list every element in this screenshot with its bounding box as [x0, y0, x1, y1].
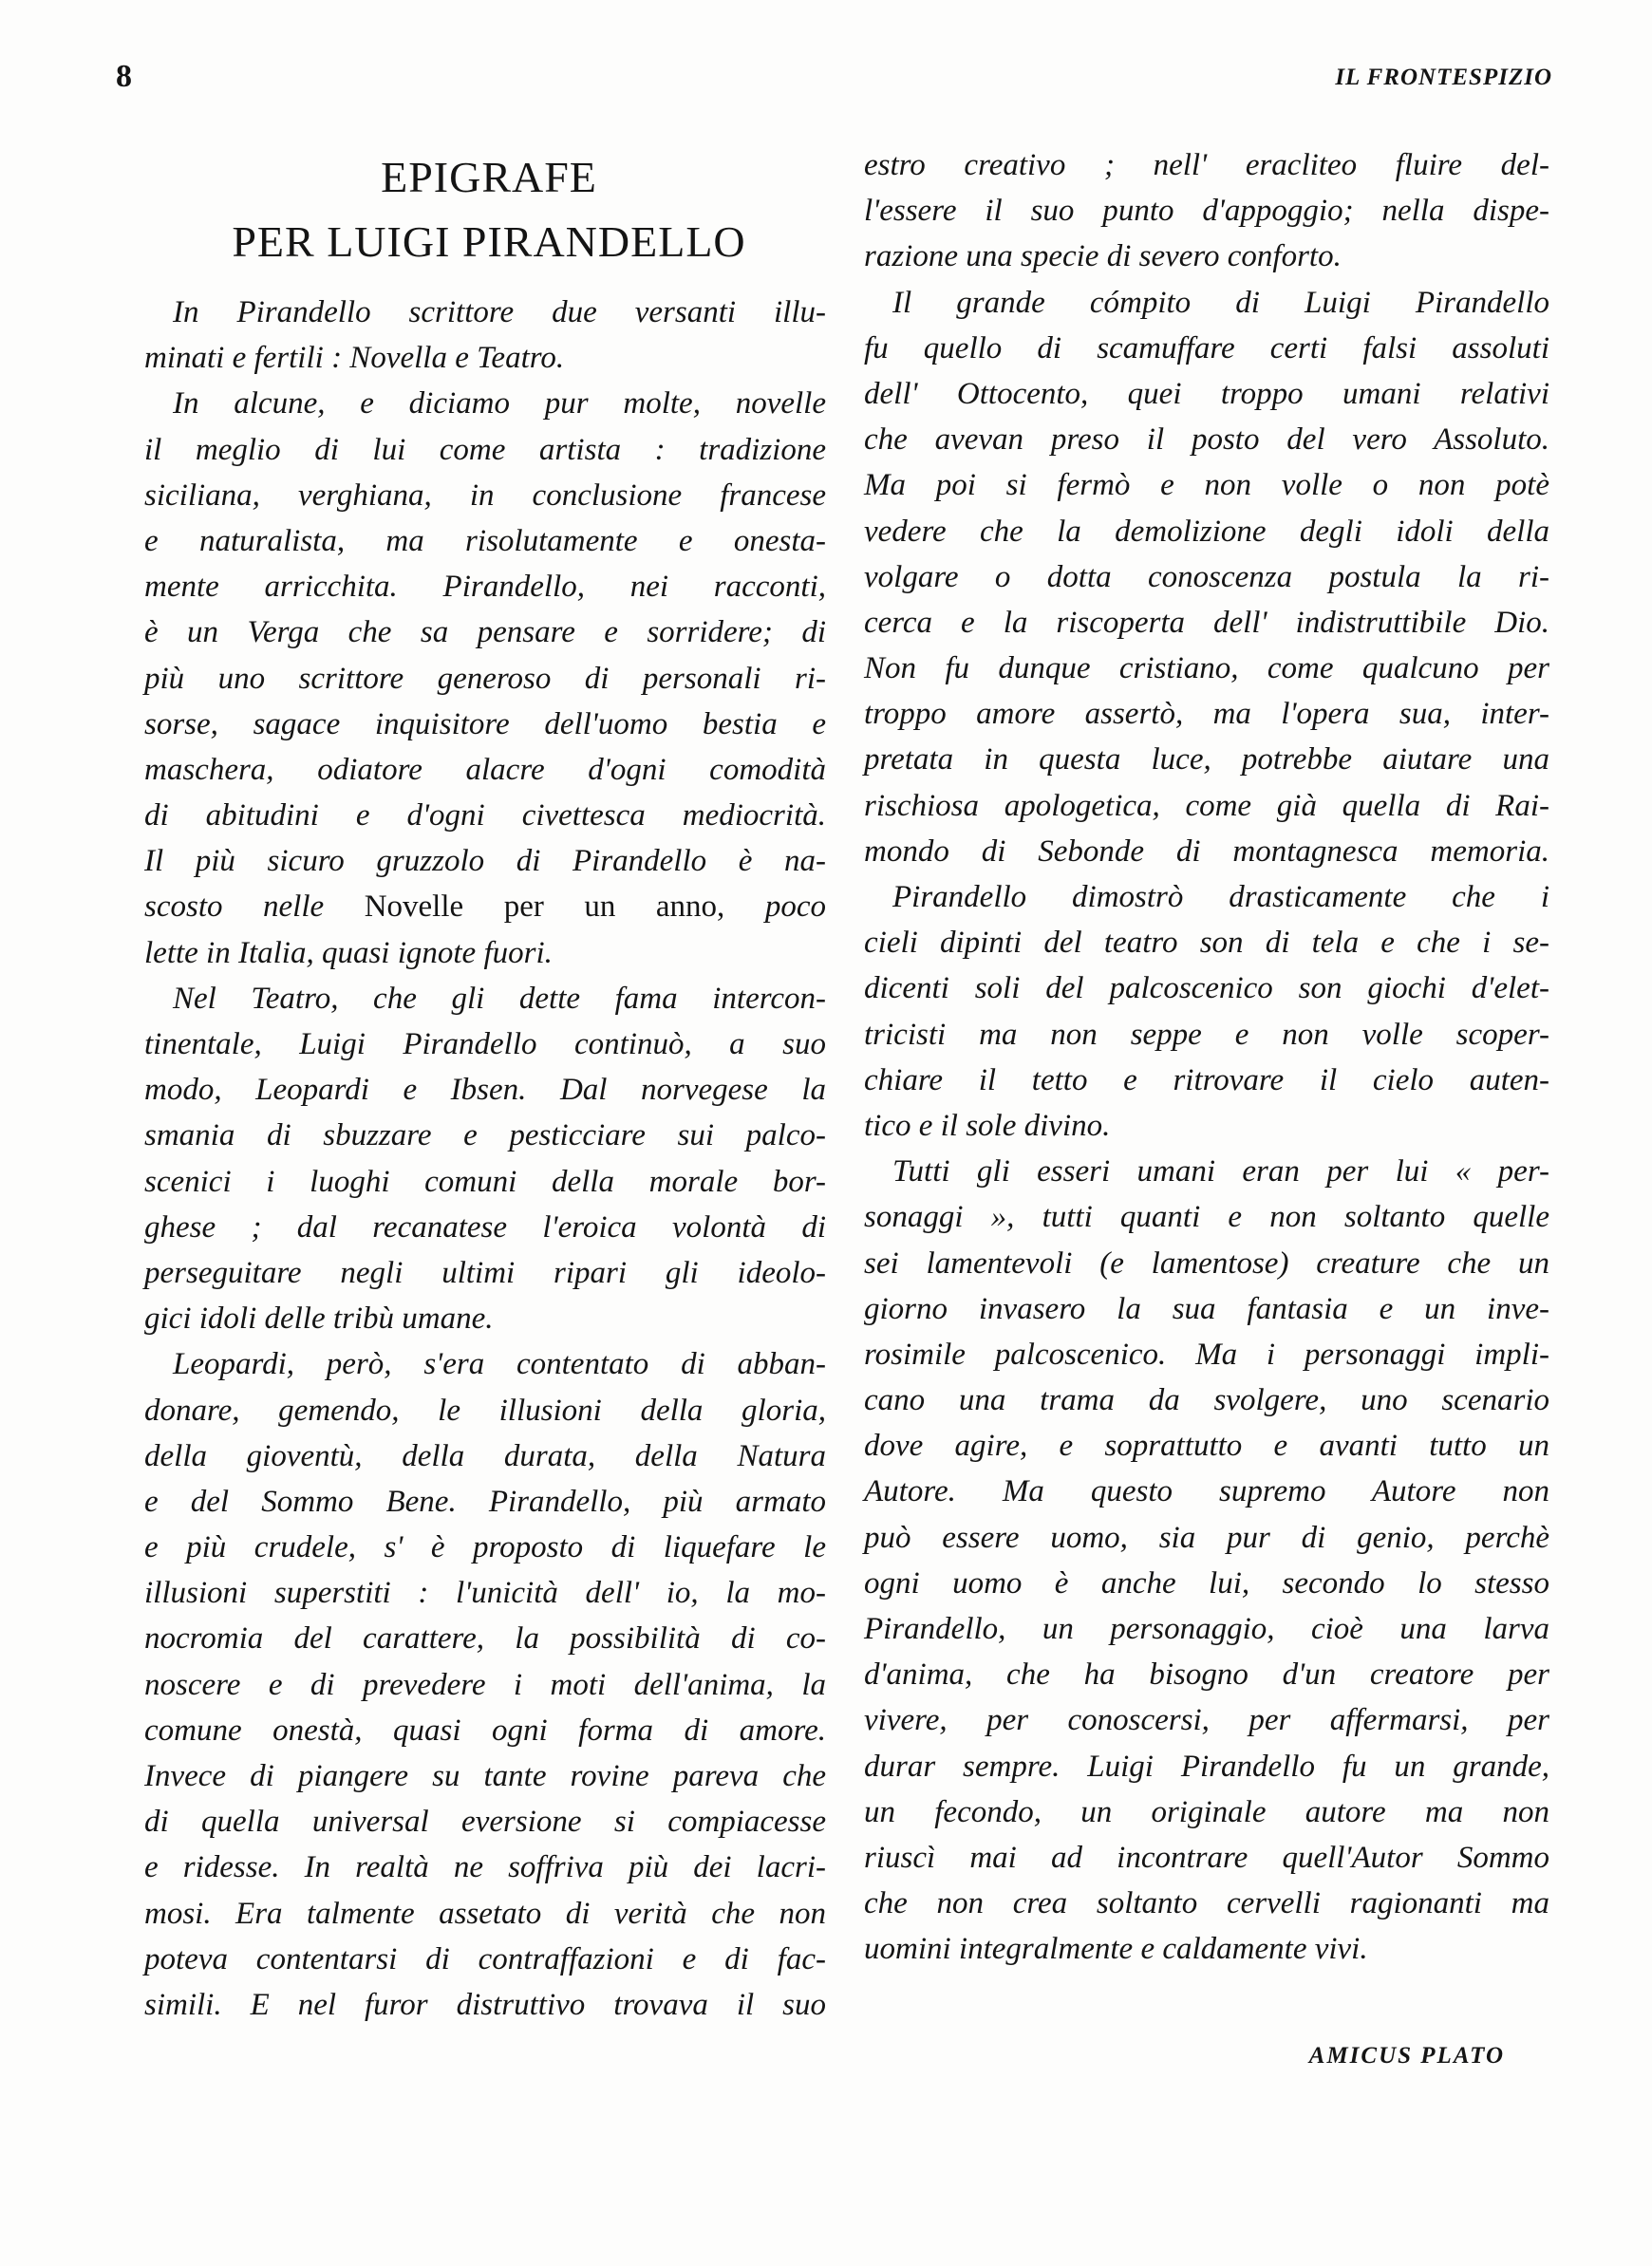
article-title-line-2: PER LUIGI PIRANDELLO — [232, 217, 746, 266]
running-head: IL FRONTESPIZIO — [1335, 65, 1552, 90]
text-line: razione una specie di severo conforto. — [864, 239, 1342, 274]
text-line: Il grande cómpito di Luigi Pirandello — [892, 285, 1549, 320]
text-line: mente arricchita. Pirandello, nei racconti, — [144, 570, 826, 605]
text-line: estro creativo ; nell' eracliteo fluire del- — [864, 148, 1549, 182]
text-line: che non crea soltanto cervelli ragionanti ma — [864, 1886, 1549, 1921]
text-line: simili. E nel furor distruttivo trovava il suo — [144, 1987, 826, 2022]
text-line: siciliana, verghiana, in conclusione francese — [144, 478, 826, 513]
text-line: cano una trama da svolgere, uno scenario — [864, 1383, 1549, 1418]
text-line: illusioni superstiti : l'unicità dell' io, la mo- — [144, 1576, 826, 1611]
text-line: smania di sbuzzare e pesticciare sui palco- — [144, 1118, 826, 1153]
text-line: riuscì mai ad incontrare quell'Autor Sommo — [864, 1840, 1549, 1875]
text-line: Leopardi, però, s'era contentato di abban- — [173, 1347, 826, 1382]
text-line: tricisti ma non seppe e non volle scoper- — [864, 1017, 1549, 1052]
text-line: Invece di piangere su tante rovine pareva che — [144, 1759, 826, 1793]
text-line: In alcune, e diciamo pur molte, novelle — [173, 386, 826, 421]
text-line: sonaggi », tutti quanti e non soltanto quelle — [864, 1200, 1549, 1235]
text-line: poteva contentarsi di contraffazioni e di fac- — [144, 1941, 826, 1976]
text-line: ogni uomo è anche lui, secondo lo stesso — [864, 1565, 1549, 1601]
text-line: rischiosa apologetica, come già quella di Rai- — [864, 788, 1549, 823]
text-line: dicenti soli del palcoscenico son giochi d'elet- — [864, 971, 1549, 1006]
text-line: maschera, odiatore alacre d'ogni comodità — [144, 752, 826, 787]
text-line: ghese ; dal recanatese l'eroica volontà di — [144, 1209, 826, 1245]
text-line: e del Sommo Bene. Pirandello, più armato — [144, 1484, 826, 1519]
text-line: l'essere il suo punto d'appoggio; nella dispe- — [864, 194, 1549, 229]
text-line: Nel Teatro, che gli dette fama intercon- — [173, 981, 826, 1016]
book-title-upright: Novelle per un anno, — [364, 890, 725, 925]
text-line: pretata in questa luce, potrebbe aiutare una — [864, 742, 1549, 777]
text-line: In Pirandello scrittore due versanti illu- — [173, 295, 826, 329]
text-line-mixed — [144, 884, 826, 929]
right-column — [864, 142, 1549, 1973]
text-line: perseguitare negli ultimi ripari gli ideolo- — [144, 1255, 826, 1290]
text-line: più uno scrittore generoso di personali ri- — [144, 661, 826, 696]
text-line: Pirandello dimostrò drasticamente che i — [892, 880, 1549, 914]
text-line: vedere che la demolizione degli idoli della — [864, 514, 1549, 549]
text-line: di abitudini e d'ogni civettesca mediocrità. — [144, 798, 826, 833]
left-column — [144, 290, 826, 2028]
text-line: donare, gemendo, le illusioni della gloria, — [144, 1393, 826, 1428]
text-line: mosi. Era talmente assetato di verità che non — [144, 1896, 826, 1931]
text-line: d'anima, che ha bisogno d'un creatore per — [864, 1657, 1549, 1693]
text-line: modo, Leopardi e Ibsen. Dal norvegese la — [144, 1073, 826, 1108]
text-line: vivere, per conoscersi, per affermarsi, per — [864, 1703, 1549, 1738]
text-line: rosimile palcoscenico. Ma i personaggi impli- — [864, 1337, 1549, 1372]
text-line: lette in Italia, quasi ignote fuori. — [144, 935, 553, 970]
text-line: troppo amore assertò, ma l'opera sua, inter- — [864, 697, 1549, 732]
text-line: Tutti gli esseri umani eran per lui « per- — [892, 1154, 1549, 1189]
text-line: Ma poi si fermò e non volle o non potè — [864, 468, 1549, 503]
text-fragment: poco — [724, 890, 826, 925]
text-line: noscere e di prevedere i moti dell'anima, la — [144, 1667, 826, 1702]
text-line: gici idoli delle tribù umane. — [144, 1302, 494, 1337]
author-signature: AMICUS PLATO — [1308, 2043, 1505, 2069]
text-line: di quella universal eversione si compiacesse — [144, 1805, 826, 1840]
text-line: nocromia del carattere, la possibilità di co- — [144, 1621, 826, 1657]
text-line: che avevan preso il posto del vero Assoluto. — [864, 422, 1549, 458]
text-line: Il più sicuro gruzzolo di Pirandello è na- — [144, 844, 826, 879]
text-fragment: scosto nelle — [144, 890, 365, 925]
text-line: scenici i luoghi comuni della morale bor- — [144, 1164, 826, 1199]
text-line: sei lamentevoli (e lamentose) creature che un — [864, 1245, 1549, 1281]
text-line: un fecondo, un originale autore ma non — [864, 1794, 1549, 1829]
text-line: cieli dipinti del teatro son di tela e che i se- — [864, 926, 1549, 961]
text-line: dell' Ottocento, quei troppo umani relativi — [864, 376, 1549, 411]
text-line: è un Verga che sa pensare e sorridere; di — [144, 615, 826, 650]
text-line: uomini integralmente e caldamente vivi. — [864, 1932, 1368, 1967]
text-line: fu quello di scamuffare certi falsi assoluti — [864, 330, 1549, 365]
text-line: dove agire, e soprattutto e avanti tutto un — [864, 1429, 1549, 1464]
text-line: Pirandello, un personaggio, cioè una larva — [864, 1612, 1549, 1646]
text-line: e ridesse. In realtà ne soffriva più dei lacri- — [144, 1850, 826, 1885]
text-line: può essere uomo, sia pur di genio, perchè — [864, 1520, 1549, 1555]
text-line: comune onestà, quasi ogni forma di amore. — [144, 1713, 826, 1748]
text-line: e più crudele, s' è proposto di liquefare le — [144, 1530, 826, 1565]
text-line: tico e il sole divino. — [864, 1108, 1111, 1143]
text-line: mondo di Sebonde di montagnesca memoria. — [864, 833, 1549, 869]
text-line: chiare il tetto e ritrovare il cielo auten- — [864, 1062, 1549, 1097]
text-line: giorno invasero la sua fantasia e un inve- — [864, 1291, 1549, 1326]
page-number: 8 — [116, 59, 132, 94]
text-line: minati e fertili : Novella e Teatro. — [144, 341, 565, 376]
text-line: Non fu dunque cristiano, come qualcuno per — [864, 651, 1549, 686]
text-line: della gioventù, della durata, della Natura — [144, 1438, 826, 1473]
text-line: il meglio di lui come artista : tradizione — [144, 432, 826, 467]
text-line: tinentale, Luigi Pirandello continuò, a suo — [144, 1027, 826, 1061]
text-line: Autore. Ma questo supremo Autore non — [864, 1474, 1549, 1509]
text-line: sorse, sagace inquisitore dell'uomo bestia e — [144, 706, 826, 741]
text-line: durar sempre. Luigi Pirandello fu un grande, — [864, 1749, 1549, 1784]
article-title-line-1: EPIGRAFE — [381, 153, 597, 201]
text-line: e naturalista, ma risolutamente e onesta- — [144, 523, 826, 558]
text-line: cerca e la riscoperta dell' indistruttibile Dio. — [864, 605, 1549, 640]
text-line: volgare o dotta conoscenza postula la ri- — [864, 559, 1549, 594]
